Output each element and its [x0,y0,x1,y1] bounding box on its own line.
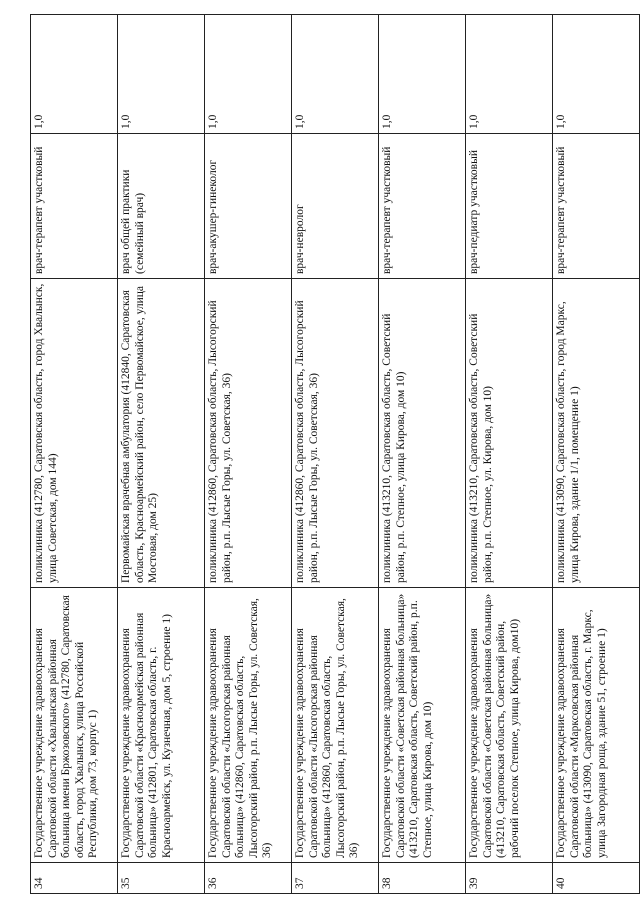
specialty-cell: врач-невролог [292,134,379,279]
organization-cell: Государственное учреждение здравоохранения Саратовской области «Лысогорская районная больница» (412860, Саратовская область, Лысогорский район, р.п. Лысые Горы, ул. Советская, 36) [205,588,292,863]
specialty-cell: врач-педиатр участковый [466,134,553,279]
organization-cell: Государственное учреждение здравоохранения Саратовской области «Лысогорская районная больница» (412860, Саратовская область, Лысогорский район, р.п. Лысые Горы, ул. Советская, 36) [292,588,379,863]
organization-cell: Государственное учреждение здравоохранения Саратовской области «Хвалынская районная больница имени Бржозовского» (412780, Саратовская область, город Хвалынск, улица Российской Республики, дом 73, корпус 1) [31,588,118,863]
organization-cell: Государственное учреждение здравоохранения Саратовской области «Красноармейская районная больница» (412801, Саратовская область, г. Красноармейск, ул. Кузнечная, дом 5, строение 1) [118,588,205,863]
organization-cell: Государственное учреждение здравоохранения Саратовской области «Советская районная больница» (413210, Саратовская область, Советский район, рабочий поселок Степное, улица Кирова, дом10) [466,588,553,863]
organization-cell: Государственное учреждение здравоохранения Саратовской области «Марксовская районная больница» (413090, Саратовская область, г. Маркс, улица Загородная роща, здание 51, строение 1) [553,588,640,863]
address-cell: поликлиника (413210, Саратовская область, Советский район, р.п. Степное, улица Кирова, дом 10) [379,279,466,588]
specialty-cell: врач-терапевт участковый [379,134,466,279]
row-number: 35 [118,863,205,894]
table-row [118,15,205,894]
rate-cell: 1,0 [553,15,640,134]
address-cell: поликлиника (413090, Саратовская область, город Маркс, улица Кирова, здание 1/1, помещение 1) [553,279,640,588]
address-cell: поликлиника (413210, Саратовская область, Советский район, р.п. Степное, ул. Кирова, дом 10) [466,279,553,588]
address-cell: поликлиника (412780, Саратовская область, город Хвалынск, улица Советская, дом 144) [31,279,118,588]
table-row [31,15,118,894]
specialty-cell: врач общей практики (семейный врач) [118,134,205,279]
specialty-cell: врач-терапевт участковый [31,134,118,279]
table-row [205,15,292,894]
row-number: 39 [466,863,553,894]
rate-cell: 1,0 [292,15,379,134]
specialty-cell: врач-акушер-гинеколог [205,134,292,279]
address-cell: поликлиника (412860, Саратовская область, Лысогорский район, р.п. Лысые Горы, ул. Советская, 36) [292,279,379,588]
document-page [30,28,640,894]
table-row [553,15,640,894]
vacancy-table [30,14,640,894]
row-number: 37 [292,863,379,894]
rate-cell: 1,0 [205,15,292,134]
address-cell: Первомайская врачебная амбулатория (412840, Саратовская область, Красноармейский район, село Первомайское, улица Мостовая, дом 25) [118,279,205,588]
table-row [292,15,379,894]
row-number: 34 [31,863,118,894]
table-row [466,15,553,894]
rate-cell: 1,0 [118,15,205,134]
rotated-table-container [30,28,640,894]
rate-cell: 1,0 [466,15,553,134]
row-number: 38 [379,863,466,894]
row-number: 36 [205,863,292,894]
table-row [379,15,466,894]
rate-cell: 1,0 [379,15,466,134]
row-number: 40 [553,863,640,894]
organization-cell: Государственное учреждение здравоохранения Саратовской области «Советская районная больница» (413210, Саратовская область, Советский район, р.п. Степное, улица Кирова, дом 10) [379,588,466,863]
address-cell: поликлиника (412860, Саратовская область, Лысогорский район, р.п. Лысые Горы, ул. Советская, 36) [205,279,292,588]
rate-cell: 1,0 [31,15,118,134]
specialty-cell: врач-терапевт участковый [553,134,640,279]
